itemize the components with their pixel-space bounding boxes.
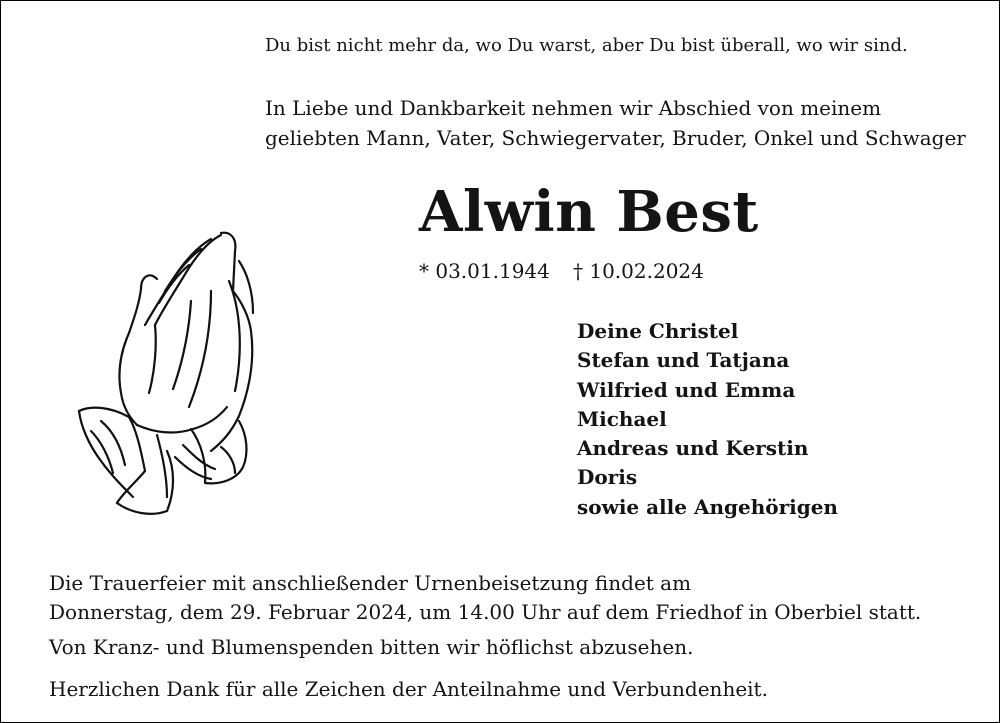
thanks-note: Herzlichen Dank für alle Zeichen der Anteilnahme und Verbundenheit. — [49, 677, 768, 701]
mourner-entry: Andreas und Kerstin — [577, 436, 809, 461]
flowers-note: Von Kranz- und Blumenspenden bitten wir höflichst abzusehen. — [49, 635, 694, 659]
ceremony-line: Die Trauerfeier mit anschließender Urnenbeisetzung findet am — [49, 571, 692, 595]
death-date: † 10.02.2024 — [573, 259, 704, 283]
mourner-entry: Michael — [577, 406, 667, 431]
praying-hands-icon — [71, 221, 261, 521]
ceremony-info — [49, 569, 921, 627]
deceased-name: Alwin Best — [419, 179, 759, 245]
mourner-entry: Doris — [577, 465, 638, 490]
intro-line: In Liebe und Dankbarkeit nehmen wir Abschied von meinem — [265, 96, 882, 120]
mourner-entry: Deine Christel — [577, 319, 739, 343]
birth-date: * 03.01.1944 — [419, 259, 550, 283]
mourner-entry: sowie alle Angehörigen — [577, 494, 838, 519]
mourner-entry: Wilfried und Emma — [577, 377, 796, 402]
mourners-list — [577, 317, 838, 522]
intro-text — [265, 93, 966, 153]
mourner-entry: Stefan und Tatjana — [577, 348, 790, 373]
intro-line: geliebten Mann, Vater, Schwiegervater, Bruder, Onkel und Schwager — [265, 126, 966, 150]
motto-quote: Du bist nicht mehr da, wo Du warst, aber Du bist überall, wo wir sind. — [265, 35, 908, 56]
ceremony-line: Donnerstag, dem 29. Februar 2024, um 14.00 Uhr auf dem Friedhof in Oberbiel statt. — [49, 600, 922, 624]
